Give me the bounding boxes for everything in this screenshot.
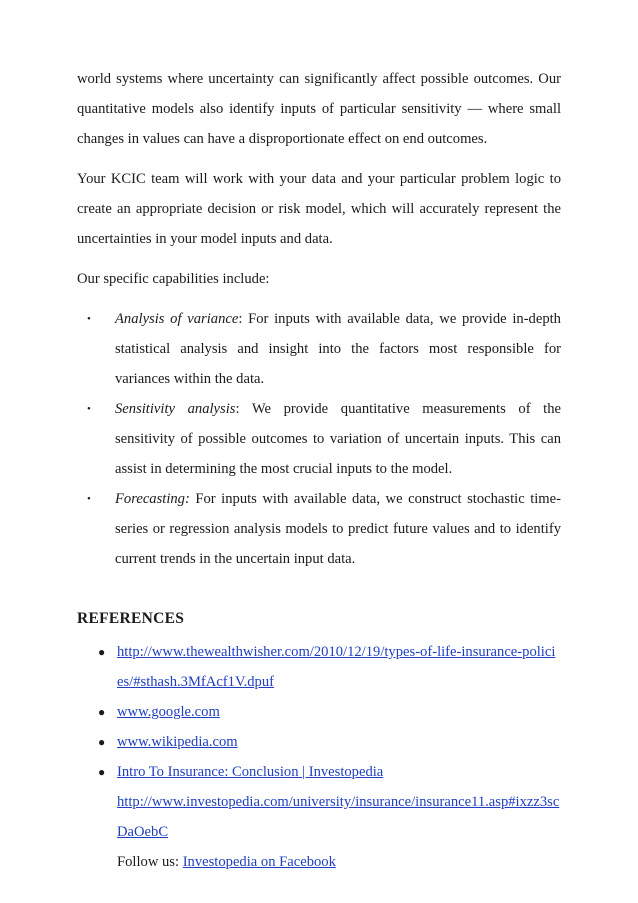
reference-link-wealthwisher[interactable]: http://www.thewealthwisher.com/2010/12/19/types-of-life-insurance-policies/#sthash.3MfAcf1V.dpuf — [117, 644, 556, 690]
capabilities-intro: Our specific capabilities include: — [77, 271, 270, 287]
bullet-icon: ● — [98, 645, 106, 659]
bullet-icon: ● — [98, 735, 106, 749]
reference-item — [77, 757, 561, 877]
bullet-icon: ● — [98, 705, 106, 719]
capability-item — [77, 304, 561, 394]
capability-term: Forecasting: — [115, 491, 190, 507]
reference-link-investopedia-url[interactable]: http://www.investopedia.com/university/insurance/insurance11.asp#ixzz3scDaOebC — [117, 794, 560, 840]
references-list — [77, 637, 561, 877]
intro-paragraph-1: world systems where uncertainty can significantly affect possible outcomes. Our quantitative models also identify inputs of particular sensitivity — where small changes in values can have a disproportionate effect on end outcomes. — [77, 71, 561, 147]
reference-item — [77, 697, 561, 727]
reference-link-facebook[interactable]: Investopedia on Facebook — [182, 854, 336, 870]
capability-text: : For inputs with available data, we provide in-depth statistical analysis and insight into the factors most responsible for variances within the data. — [115, 311, 561, 387]
references-heading: REFERENCES — [77, 610, 185, 627]
reference-link-google[interactable]: www.google.com — [117, 704, 220, 720]
follow-us-label: Follow us: — [117, 854, 183, 870]
reference-link-wikipedia[interactable]: www.wikipedia.com — [117, 734, 238, 750]
capabilities-list — [77, 304, 561, 574]
intro-paragraph-2: Your KCIC team will work with your data and your particular problem logic to create an appropriate decision or risk model, which will accurately represent the uncertainties in your model inputs and data. — [77, 171, 561, 247]
bullet-icon: ● — [98, 765, 106, 779]
capability-text: For inputs with available data, we construct stochastic time-series or regression analysis models to predict future values and to identify current trends in the uncertain input data. — [115, 491, 561, 567]
capability-item — [77, 484, 561, 574]
reference-item — [77, 727, 561, 757]
bullet-icon: • — [87, 493, 91, 505]
reference-link-investopedia-title[interactable]: Intro To Insurance: Conclusion | Investopedia — [117, 764, 384, 780]
capability-text: : We provide quantitative measurements of the sensitivity of possible outcomes to variation of uncertain inputs. This can assist in determining the most crucial inputs to the model. — [115, 401, 562, 477]
bullet-icon: • — [87, 403, 91, 415]
reference-item — [77, 637, 561, 697]
document-page — [77, 64, 561, 877]
capability-item — [77, 394, 561, 484]
capability-term: Sensitivity analysis — [115, 401, 236, 417]
capability-term: Analysis of variance — [115, 311, 239, 327]
bullet-icon: • — [87, 313, 91, 325]
